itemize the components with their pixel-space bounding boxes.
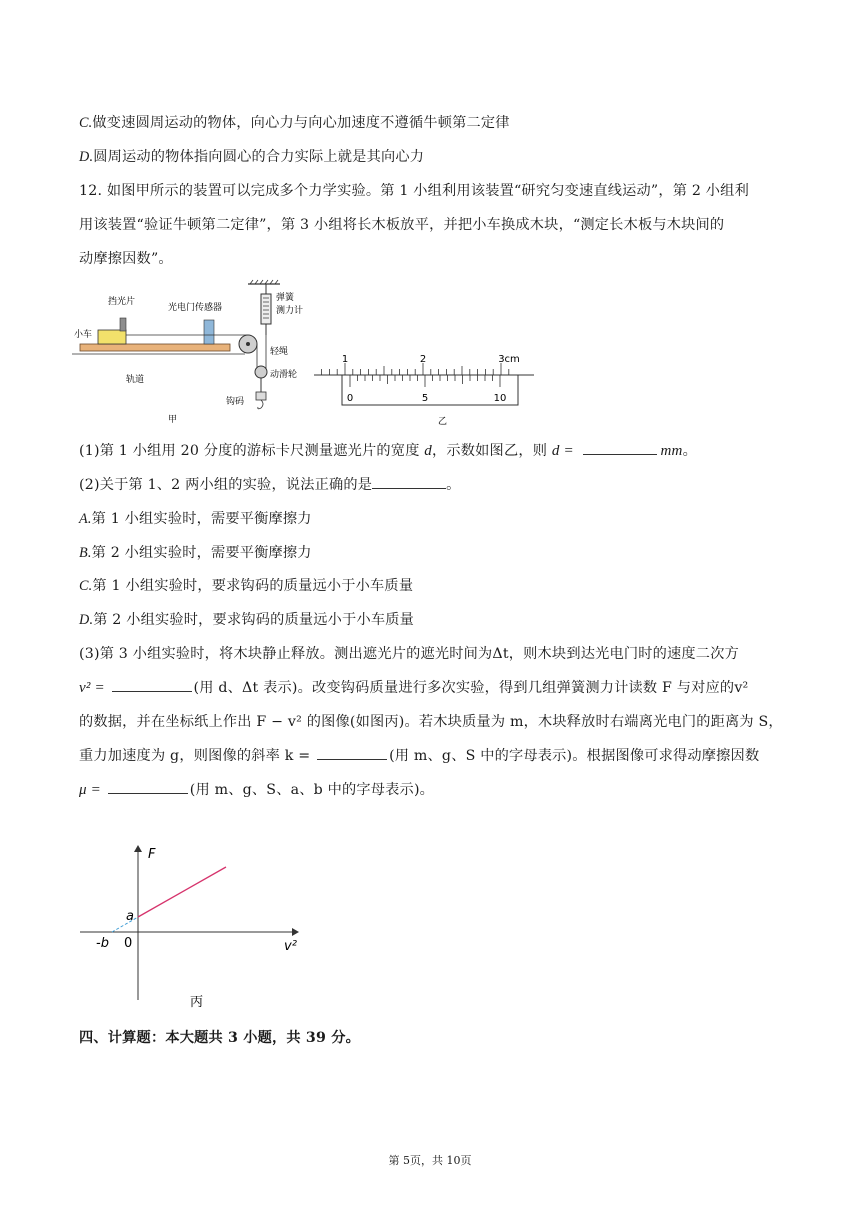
- q12-part2: [79, 474, 461, 494]
- label-cart: 小车: [74, 330, 93, 340]
- figure-caption-bing: 丙: [190, 995, 204, 1010]
- section-4-heading: 四、计算题：本大题共 3 小题，共 39 分。: [79, 1030, 360, 1046]
- intercept-b: -b: [96, 936, 109, 951]
- figure-caption-jia: 甲: [168, 415, 178, 425]
- option-text: 做变速圆周运动的物体，向心力与向心加速度不遵循牛顿第二定律: [92, 115, 510, 131]
- shade-plate-icon: [120, 318, 126, 331]
- moving-pulley-icon: [255, 366, 267, 378]
- option-text: 第 2 小组实验时，需要平衡摩擦力: [91, 545, 312, 561]
- q12-intro-line1: 12. 如图甲所示的装置可以完成多个力学实验。第 1 小组利用该装置“研究匀变速直线运动”，第 2 小组利: [79, 183, 749, 199]
- label-weight: 钩码: [226, 397, 245, 407]
- answer-blank-5[interactable]: [108, 779, 188, 794]
- q12-part3-line4: [79, 745, 759, 765]
- answer-blank-2[interactable]: [372, 474, 446, 489]
- main-scale-label: 2: [419, 354, 427, 365]
- equation-v2: v² =: [79, 680, 105, 696]
- figure-bing-graph: [76, 840, 316, 1015]
- option-text: 圆周运动的物体指向圆心的合力实际上就是其向心力: [93, 149, 425, 165]
- main-scale-label: 1: [341, 354, 349, 365]
- label-pulley: 动滑轮: [270, 370, 298, 380]
- x-axis-label: v²: [284, 939, 297, 954]
- dashed-extension: [112, 917, 138, 932]
- q12-part1: [79, 440, 697, 460]
- option-letter: D.: [79, 149, 94, 165]
- y-axis-label: F: [148, 847, 156, 862]
- vernier-scale-label: 10: [493, 393, 507, 404]
- option-c: [79, 575, 413, 595]
- cart-icon: [98, 330, 126, 344]
- vernier-scale-label: 0: [346, 393, 354, 404]
- data-line: [138, 867, 226, 917]
- equation-mu: μ =: [79, 782, 102, 798]
- option-text: 第 2 小组实验时，要求钩码的质量远小于小车质量: [93, 612, 414, 628]
- punct: 。: [446, 477, 461, 493]
- part1-text: (1)第 1 小组用 20 分度的游标卡尺测量遮光片的宽度: [79, 443, 425, 459]
- option-d-prev: [79, 146, 424, 166]
- option-letter: B.: [79, 545, 92, 561]
- answer-blank-4[interactable]: [317, 745, 387, 760]
- option-a: [79, 508, 312, 528]
- option-text: 第 1 小组实验时，需要平衡摩擦力: [91, 511, 312, 527]
- punct: 。: [682, 443, 697, 459]
- q12-part3-line3: 的数据，并在坐标纸上作出 F − v² 的图像(如图丙)。若木块质量为 m，木块释放时右端离光电门的距离为 S，: [79, 714, 783, 730]
- part1-text: ，示数如图乙，则: [432, 443, 552, 459]
- part3-text: (用 d、Δt 表示)。改变钩码质量进行多次实验，得到几组弹簧测力计读数 F 与对应的v²: [193, 680, 749, 696]
- part3-text: 重力加速度为 g，则图像的斜率 k =: [79, 748, 311, 764]
- origin-label: 0: [124, 936, 133, 951]
- option-letter: D.: [79, 612, 94, 628]
- option-text: 第 1 小组实验时，要求钩码的质量远小于小车质量: [92, 578, 414, 594]
- main-scale-label: 3cm: [498, 354, 520, 365]
- page-footer: 第 5页，共 10页: [388, 1154, 472, 1167]
- answer-blank-3[interactable]: [112, 677, 192, 692]
- label-spring: 弹簧: [276, 293, 295, 303]
- vernier-scale-label: 5: [421, 393, 429, 404]
- option-letter: C.: [79, 115, 93, 131]
- label-rope: 轻绳: [270, 347, 289, 357]
- figure-jia-apparatus: [70, 280, 304, 425]
- option-letter: C.: [79, 578, 93, 594]
- q12-part3-line2: [79, 677, 748, 697]
- q12-part3-line5: [79, 779, 434, 799]
- var-d: d: [424, 443, 432, 459]
- q12-intro-line3: 动摩擦因数”。: [79, 251, 173, 267]
- option-letter: A.: [79, 511, 92, 527]
- label-track: 轨道: [126, 375, 145, 385]
- option-b: [79, 542, 312, 562]
- answer-blank-1[interactable]: [583, 440, 657, 455]
- track-icon: [80, 344, 230, 351]
- option-d: [79, 609, 414, 629]
- option-c-prev: [79, 112, 510, 132]
- label-shade: 挡光片: [108, 297, 136, 307]
- unit-mm: mm: [660, 443, 683, 459]
- part2-text: (2)关于第 1、2 两小组的实验，说法正确的是: [79, 477, 373, 493]
- photogate-icon: [204, 320, 214, 344]
- weight-icon: [256, 392, 266, 400]
- q12-part3-line1: (3)第 3 小组实验时，将木块静止释放。测出遮光片的遮光时间为Δt，则木块到达光电门时的速度二次方: [79, 646, 739, 662]
- figure-yi-vernier: [310, 340, 540, 428]
- part3-text: (用 m、g、S、a、b 中的字母表示)。: [189, 782, 435, 798]
- q12-intro-line2: 用该装置“验证牛顿第二定律”，第 3 小组将长木板放平，并把小车换成木块，“测定长木板与木块间的: [79, 217, 725, 233]
- label-spring-meter: 测力计: [276, 306, 304, 316]
- part3-text: (用 m、g、S 中的字母表示)。根据图像可求得动摩擦因数: [389, 748, 760, 764]
- intercept-a: a: [126, 909, 134, 924]
- spring-balance-icon: [261, 294, 271, 324]
- label-gate: 光电门传感器: [168, 303, 223, 313]
- equation-d: d =: [551, 443, 574, 459]
- figure-caption-yi: 乙: [438, 417, 448, 427]
